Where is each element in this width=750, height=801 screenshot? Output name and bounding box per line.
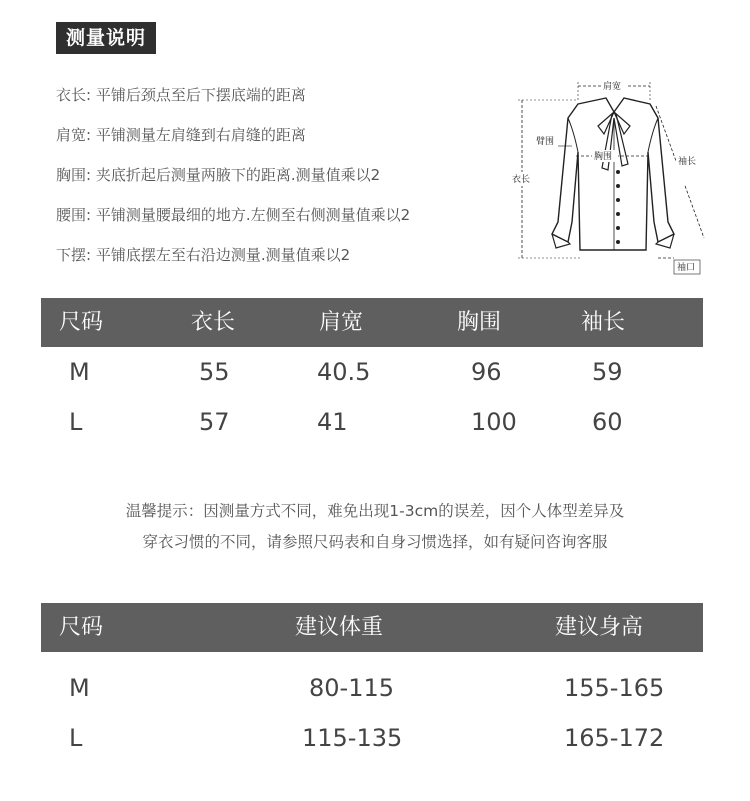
cell-size: M bbox=[69, 358, 90, 386]
cell-sleeve: 59 bbox=[592, 358, 623, 386]
size-table bbox=[41, 298, 703, 447]
table-row bbox=[41, 397, 703, 447]
note-waist: 腰围: 平铺测量腰最细的地方.左侧至右侧测量值乘以2 bbox=[56, 206, 411, 224]
cell-size: L bbox=[69, 408, 83, 436]
cell-shoulder: 41 bbox=[317, 408, 348, 436]
upper-arm-label: 臂围 bbox=[536, 137, 555, 147]
chest-label: 胸围 bbox=[594, 152, 613, 162]
note-shoulder: 肩宽: 平铺测量左肩缝到右肩缝的距离 bbox=[56, 126, 306, 144]
cell-sleeve: 60 bbox=[592, 408, 623, 436]
table-row bbox=[41, 347, 703, 397]
cell-height: 165-172 bbox=[564, 724, 665, 752]
header-chest: 胸围 bbox=[457, 310, 502, 335]
length-label: 衣长 bbox=[512, 175, 531, 185]
table-row bbox=[41, 663, 703, 713]
note-hem: 下摆: 平铺底摆左至右沿边测量.测量值乘以2 bbox=[56, 246, 351, 264]
shoulder-label: 肩宽 bbox=[603, 82, 622, 92]
cell-size: M bbox=[69, 674, 90, 702]
cell-length: 55 bbox=[199, 358, 230, 386]
table-row bbox=[41, 713, 703, 763]
header-sleeve: 袖长 bbox=[581, 310, 626, 335]
measurement-notes bbox=[56, 84, 506, 284]
reminder-line-1: 温馨提示：因测量方式不同，难免出现1-3cm的误差，因个人体型差异及 bbox=[125, 502, 625, 520]
cell-size: L bbox=[69, 724, 83, 752]
section-title: 测量说明 bbox=[56, 22, 156, 54]
header-length: 衣长 bbox=[191, 310, 236, 335]
reminder-line-2: 穿衣习惯的不同，请参照尺码表和自身习惯选择，如有疑问咨询客服 bbox=[142, 533, 608, 551]
note-length: 衣长: 平铺后颈点至后下摆底端的距离 bbox=[56, 86, 306, 104]
size-table-header bbox=[41, 298, 703, 347]
recommendation-table-header bbox=[41, 603, 703, 652]
sleeve-label: 袖长 bbox=[678, 157, 697, 167]
cell-shoulder: 40.5 bbox=[317, 358, 371, 386]
header-shoulder: 肩宽 bbox=[319, 310, 364, 335]
cell-weight: 115-135 bbox=[302, 724, 403, 752]
cell-chest: 100 bbox=[471, 408, 517, 436]
shirt-outline-icon bbox=[508, 72, 722, 282]
header-size: 尺码 bbox=[59, 310, 104, 335]
cell-height: 155-165 bbox=[564, 674, 665, 702]
shirt-measurement-diagram bbox=[508, 72, 722, 282]
note-chest: 胸围: 夹底折起后测量两腋下的距离.测量值乘以2 bbox=[56, 166, 381, 184]
cuff-label: 袖口 bbox=[677, 263, 696, 273]
reminder-text bbox=[40, 496, 710, 558]
cell-chest: 96 bbox=[471, 358, 502, 386]
header-size: 尺码 bbox=[59, 615, 104, 640]
header-height: 建议身高 bbox=[555, 615, 644, 640]
cell-weight: 80-115 bbox=[309, 674, 395, 702]
recommendation-table bbox=[41, 603, 703, 763]
cell-length: 57 bbox=[199, 408, 230, 436]
header-weight: 建议体重 bbox=[295, 615, 384, 640]
